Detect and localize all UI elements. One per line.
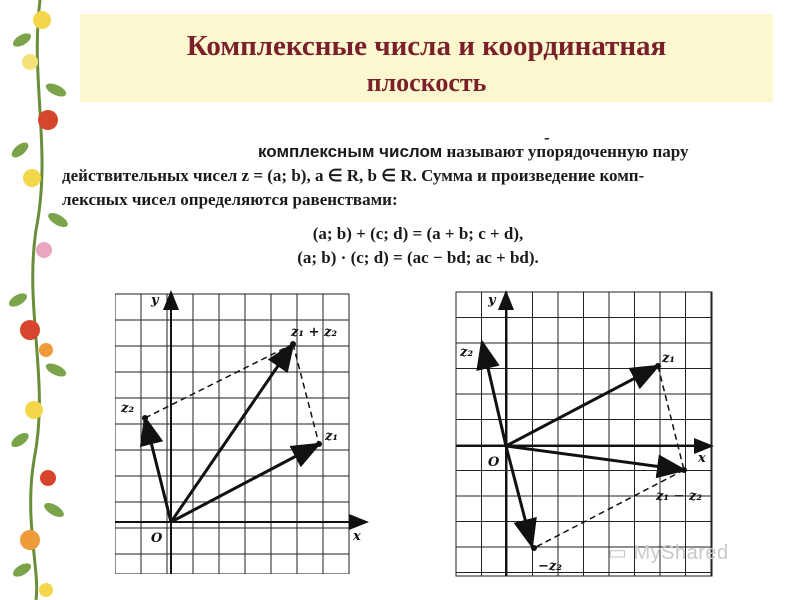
page-title: Комплексные числа и координатная bbox=[186, 30, 667, 62]
origin-label: O bbox=[488, 455, 500, 470]
paragraph-line-1 bbox=[62, 140, 774, 164]
title-banner bbox=[80, 14, 773, 102]
vector-z1 bbox=[506, 366, 658, 446]
sum-diagram bbox=[115, 290, 373, 574]
point-sum bbox=[290, 341, 296, 347]
z2-label: z₂ bbox=[460, 345, 474, 360]
origin-label: O bbox=[151, 531, 163, 546]
z1-label: z₁ bbox=[662, 351, 676, 366]
definition-paragraph bbox=[62, 128, 774, 212]
difference-label: z₁ − z₂ bbox=[656, 489, 703, 504]
point-z1 bbox=[316, 441, 322, 447]
y-axis-label: y bbox=[488, 293, 496, 308]
point-z1 bbox=[655, 363, 661, 369]
watermark-logo bbox=[608, 540, 729, 565]
point-neg-z2 bbox=[531, 545, 537, 551]
sum-equation: (a; b) + (c; d) = (a + b; c + d), bbox=[312, 224, 524, 243]
vector-sum bbox=[171, 344, 293, 522]
leading-dash: - bbox=[544, 128, 550, 147]
difference-diagram bbox=[452, 290, 720, 580]
defined-term: комплексным числом bbox=[258, 142, 443, 161]
sum-label: z₁ + z₂ bbox=[291, 325, 338, 340]
watermark-text: MyShared bbox=[633, 542, 729, 564]
grid-lines bbox=[456, 292, 712, 576]
page-title-continued: плоскость bbox=[366, 68, 487, 97]
product-equation: (a; b) · (c; d) = (ac − bd; ac + bd). bbox=[297, 248, 539, 267]
definition-text: называют упорядоченную пару bbox=[442, 142, 689, 161]
z1-label: z₁ bbox=[325, 429, 339, 444]
point-difference bbox=[681, 467, 687, 473]
y-axis-label: y bbox=[151, 293, 159, 308]
presentation-icon: ▭ bbox=[608, 542, 634, 564]
floral-border bbox=[0, 0, 78, 600]
x-axis-label: x bbox=[698, 451, 706, 466]
z2-label: z₂ bbox=[121, 401, 135, 416]
paragraph-line-2: действительных чисел z = (a; b), a ∈ R, b ∈ R. Сумма и произведение комп- bbox=[62, 166, 645, 185]
paragraph-line-3: лексных чисел определяются равенствами: bbox=[62, 190, 398, 209]
x-axis-label: x bbox=[353, 529, 361, 544]
neg-z2-label: −z₂ bbox=[538, 559, 562, 574]
point-z2 bbox=[142, 415, 148, 421]
dashed-guide-1 bbox=[658, 366, 684, 470]
leaf-icon bbox=[7, 31, 70, 580]
